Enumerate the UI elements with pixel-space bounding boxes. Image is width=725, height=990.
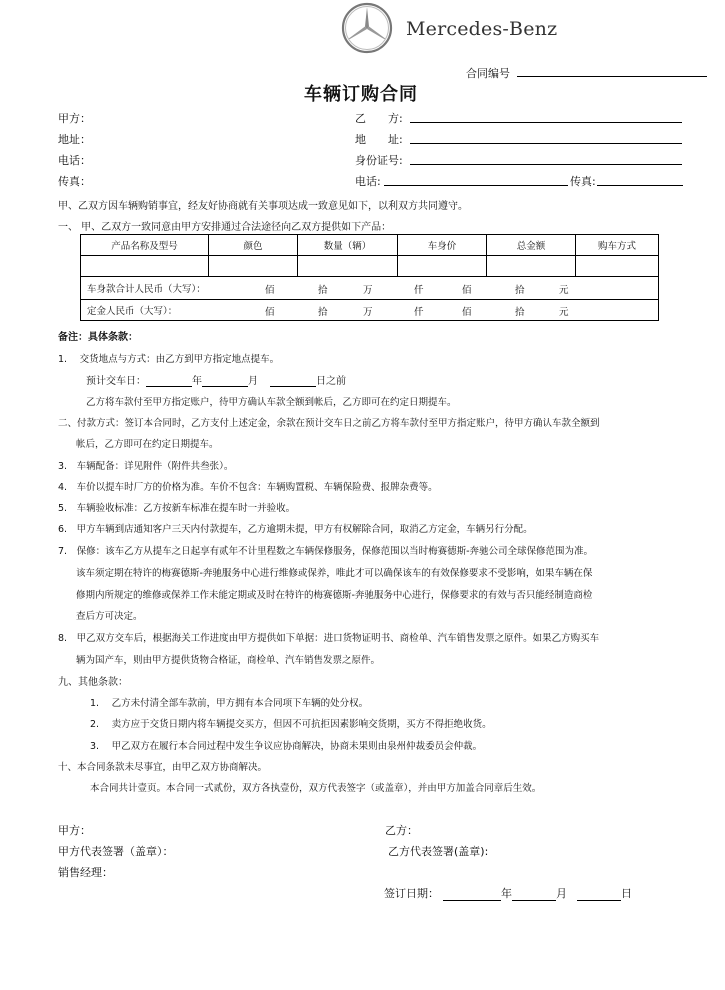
contract-no-field[interactable]: [517, 76, 707, 77]
notes-heading: 备注：具体条款：: [58, 332, 138, 343]
page-title: 车辆订购合同: [304, 84, 418, 105]
unit-bai: 佰: [265, 307, 275, 318]
cell-purchase-method[interactable]: [576, 256, 659, 277]
party-b-fax-label: 传真:: [570, 175, 596, 188]
note-item-8-line-2: 辆为国产车，则由甲方提供货物合格证，商检单、汽车销售发票之原件。: [76, 655, 381, 666]
phone-label: 电话：: [58, 154, 91, 167]
sign-date-label: 签订日期：: [384, 887, 439, 900]
table-header-row: [81, 235, 659, 256]
total-amount-row: [81, 277, 659, 300]
col-header-purchase-method: 购车方式: [576, 235, 659, 256]
cell-total[interactable]: [487, 256, 576, 277]
table-row: [81, 256, 659, 277]
id-number-field[interactable]: [410, 164, 682, 165]
unit-bai-2: 佰: [462, 307, 472, 318]
party-b-address-field[interactable]: [410, 143, 682, 144]
unit-wan: 万: [363, 285, 373, 296]
sign-month-unit: 月: [556, 887, 567, 900]
unit-bai: 佰: [265, 285, 275, 296]
total-amount-cell[interactable]: [81, 277, 659, 300]
unit-bai-2: 佰: [462, 285, 472, 296]
cell-quantity[interactable]: [298, 256, 398, 277]
note-item-9-1: 1. 乙方未付清全部车款前，甲方拥有本合同项下车辆的处分权。: [90, 698, 369, 709]
note-item-9-2: 2. 卖方应于交货日期内将车辆提交买方，但因不可抗拒因素影响交货期，买方不得拒绝收货。: [90, 719, 492, 730]
sign-party-a-label: 甲方：: [58, 824, 91, 837]
deposit-amount-row: [81, 300, 659, 321]
note-item-4: 4. 车价以提车时厂方的价格为准。车价不包含：车辆购置税、车辆保险费、报牌杂费等。: [58, 482, 438, 493]
note-item-1: 1. 交货地点与方式：由乙方到甲方指定地点提车。: [58, 354, 280, 365]
unit-shi-2: 拾: [515, 307, 525, 318]
note-item-7-line-4: 查后方可决定。: [76, 611, 143, 622]
delivery-month-unit: 月: [248, 376, 258, 387]
sign-day-unit: 日: [621, 887, 632, 900]
note-item-10-line-2: 本合同共计壹页。本合同一式贰份，双方各执壹份，双方代表签字（或盖章），并由甲方加盖合同章后生效。: [90, 783, 542, 794]
sales-manager-label: 销售经理：: [58, 866, 113, 879]
contract-no-label: 合同编号: [466, 67, 510, 80]
fax-label: 传真：: [58, 175, 91, 188]
cell-price[interactable]: [398, 256, 487, 277]
col-header-quantity: 数量（辆）: [298, 235, 398, 256]
unit-shi-2: 拾: [515, 285, 525, 296]
address-label: 地址：: [58, 133, 91, 146]
delivery-day-unit: 日之前: [316, 376, 346, 387]
note-item-9: 九、其他条款：: [58, 677, 128, 688]
party-a-label: 甲方：: [58, 112, 91, 125]
sign-year-unit: 年: [501, 887, 512, 900]
sign-year-field[interactable]: [443, 888, 501, 901]
note-item-5: 5. 车辆验收标准：乙方按新车标准在提车时一并验收。: [58, 503, 296, 514]
note-item-6: 6. 甲方车辆到店通知客户三天内付款提车，乙方逾期未提，甲方有权解除合同，取消乙方定金，车辆另行分配。: [58, 524, 533, 535]
col-header-total: 总金额: [487, 235, 576, 256]
col-header-product: 产品名称及型号: [81, 235, 209, 256]
party-a-rep-label: 甲方代表签署（盖章）：: [58, 845, 174, 858]
note-item-9-3: 3. 甲乙双方在履行本合同过程中发生争议应协商解决，协商未果则由泉州仲裁委员会仲裁。: [90, 741, 483, 752]
unit-qian: 仟: [414, 307, 424, 318]
note-item-10: 十、本合同条款未尽事宜，由甲乙双方协商解决。: [58, 762, 268, 773]
mercedes-star-logo: [341, 2, 393, 54]
unit-shi: 拾: [318, 307, 328, 318]
party-b-address-label: 地 址:: [355, 133, 403, 146]
sign-month-field[interactable]: [512, 888, 556, 901]
note-item-7-line-1: 7. 保修：该车乙方从提车之日起享有贰年不计里程数之车辆保修服务，保修范围以当时梅赛德斯-奔驰公司全球保修范围为准。: [58, 546, 593, 557]
note-item-2-line-2: 帐后，乙方即可在约定日期提车。: [76, 439, 219, 450]
cell-color[interactable]: [209, 256, 298, 277]
deposit-amount-cell[interactable]: [81, 300, 659, 321]
delivery-month-field[interactable]: [202, 374, 248, 387]
party-b-label: 乙 方:: [355, 112, 403, 125]
note-item-7-line-3: 修期内所规定的维修或保养工作未能定期或及时在特许的梅赛德斯-奔驰服务中心进行，保修要求的有效与否只能经制造商检: [76, 590, 593, 601]
party-b-field[interactable]: [410, 122, 682, 123]
unit-yuan: 元: [559, 307, 569, 318]
sign-date-line: [384, 885, 632, 901]
delivery-date-line: [86, 372, 346, 387]
product-table: [80, 234, 659, 321]
note-item-3: 3. 车辆配备：详见附件（附件共叁张）。: [58, 461, 234, 472]
unit-qian: 仟: [414, 285, 424, 296]
note-item-7-line-2: 该车须定期在特许的梅赛德斯-奔驰服务中心进行维修或保养，唯此才可以确保该车的有效保修要求不受影响，如果车辆在保: [76, 568, 593, 579]
delivery-day-field[interactable]: [270, 374, 316, 387]
unit-wan: 万: [363, 307, 373, 318]
delivery-date-label: 预计交车日：: [86, 376, 146, 387]
note-item-8-line-1: 8. 甲乙双方交车后，根据海关工作进度由甲方提供如下单据：进口货物证明书、商检单、汽车销售发票之原件。如果乙方购买车: [58, 633, 600, 644]
party-b-phone-label: 电话:: [355, 175, 381, 188]
unit-yuan: 元: [559, 285, 569, 296]
party-b-rep-label: 乙方代表签署(盖章):: [388, 845, 489, 858]
brand-name: Mercedes-Benz: [406, 18, 558, 40]
note-item-2-line-1: 二、付款方式：签订本合同时，乙方支付上述定金，余款在预计交车日之前乙方将车款付至甲方指定账户，待甲方确认车款全额到: [58, 418, 600, 429]
cell-product[interactable]: [81, 256, 209, 277]
id-number-label: 身份证号:: [355, 154, 403, 167]
unit-shi: 拾: [318, 285, 328, 296]
sign-day-field[interactable]: [577, 888, 621, 901]
total-amount-label: 车身款合计人民币（大写）：: [87, 284, 206, 295]
note-item-1-line-2: 乙方将车款付至甲方指定账户，待甲方确认车款全额到帐后，乙方即可在约定日期提车。: [86, 397, 457, 408]
col-header-price: 车身价: [398, 235, 487, 256]
clause-1-text: 一、 甲、乙双方一致同意由甲方安排通过合法途径向乙双方提供如下产品：: [58, 222, 392, 233]
sign-party-b-label: 乙方：: [385, 824, 418, 837]
delivery-year-unit: 年: [192, 376, 202, 387]
deposit-amount-label: 定金人民币（大写）：: [87, 306, 178, 317]
col-header-color: 颜色: [209, 235, 298, 256]
party-b-phone-field[interactable]: [384, 185, 568, 186]
party-b-fax-field[interactable]: [597, 185, 683, 186]
delivery-year-field[interactable]: [146, 374, 192, 387]
intro-text: 甲、乙双方因车辆购销事宜，经友好协商就有关事项达成一致意见如下，以利双方共同遵守。: [58, 201, 468, 212]
